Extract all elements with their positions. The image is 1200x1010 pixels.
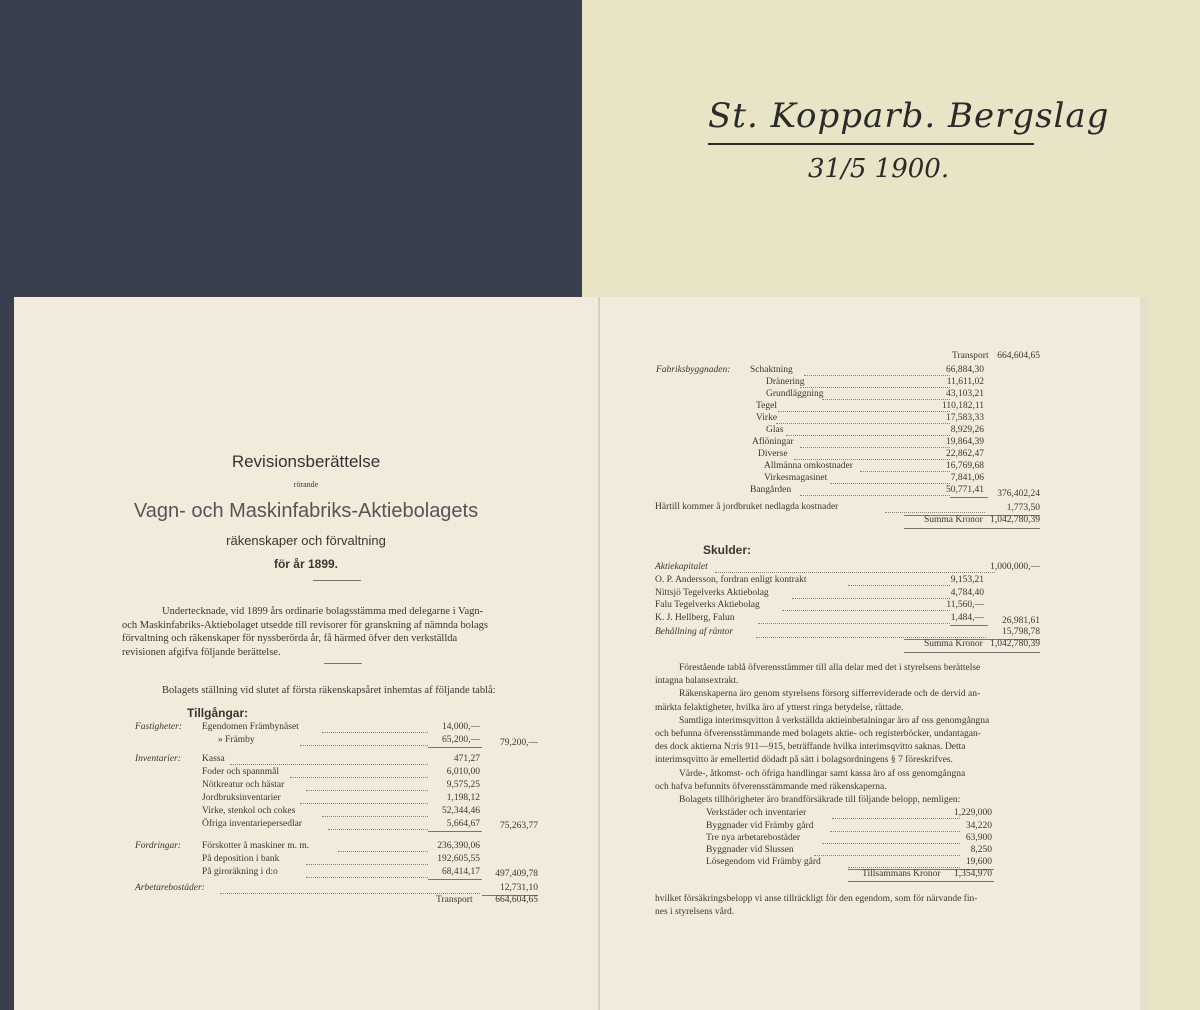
insurance-item: Byggnader vid Främby gård [706, 821, 814, 831]
debt-item: O. P. Andersson, fordran enligt kontrakt [655, 575, 807, 585]
debt-total: 15,798,78 [1002, 627, 1040, 637]
asset-category: Arbetarebostäder: [135, 883, 205, 893]
fabrik-item: Schaktning [750, 365, 793, 375]
paragraph-line: Förestående tablå öfverensstämmer till alla delar med det i styrelsens berättelse [679, 663, 981, 673]
asset-item: Förskotter å maskiner m. m. [202, 841, 310, 851]
fabrik-value: 110,182,11 [941, 401, 984, 411]
asset-subtotal: 79,200,— [500, 738, 538, 748]
fabrik-item: Allmänna omkostnader [764, 461, 853, 471]
intro-line: revisionen afgifva följande berättelse. [122, 646, 281, 658]
sum-rule [950, 497, 988, 498]
leader-dots [822, 835, 960, 844]
leader-dots [832, 810, 960, 819]
asset-item: Kassa [202, 754, 225, 764]
insurance-total-value: 1,354,970 [954, 869, 992, 879]
fabrik-value: 50,771,41 [946, 485, 984, 495]
asset-value: 236,390,06 [437, 841, 480, 851]
asset-category: Inventarier: [135, 754, 181, 764]
report-title: Revisionsberättelse [231, 452, 381, 471]
leader-dots [776, 415, 950, 424]
jordbruk-line: Härtill kommer å jordbruket nedlagda kostnader [655, 502, 839, 512]
asset-subtotal: 497,409,78 [495, 869, 538, 879]
intro-line: förvaltning och räkenskaper för nyssberörda år, få härmed öfver den verkställda [122, 633, 458, 644]
asset-value: 9,575,25 [446, 780, 480, 790]
leader-dots [778, 403, 950, 412]
debts-summa-label: Summa Kronor [924, 639, 983, 649]
asset-value: 192,605,55 [437, 854, 480, 864]
paragraph-line: des dock aktierna N:ris 911—915, beträffande hvilka interimsqvitto saknas. Detta [655, 742, 966, 753]
report-subject: räkenskaper och förvaltning [226, 533, 386, 548]
insurance-item: Verkstäder och inventarier [706, 808, 807, 818]
asset-item: Nötkreatur och hästar [202, 780, 285, 790]
fabrik-value: 16,769,68 [946, 461, 984, 471]
sum-rule [904, 528, 1040, 529]
asset-category: Fordringar: [135, 841, 182, 851]
page-spine [598, 297, 600, 1010]
asset-value: 68,414,17 [442, 867, 480, 877]
debt-value: 4,784,40 [950, 588, 984, 598]
debt-total: 26,981,61 [1002, 616, 1040, 626]
asset-subtotal: 12,731,10 [500, 883, 538, 893]
report-year: för år 1899. [273, 557, 339, 571]
leader-dots [300, 795, 428, 804]
paragraph-line: Räkenskaperna äro genom styrelsens försorg sifferreviderade och de dervid an- [679, 689, 981, 700]
leader-dots [800, 379, 950, 388]
closing-paragraph [655, 893, 977, 919]
fabrik-item: Bangården [750, 485, 792, 495]
asset-category: Fastigheter: [135, 722, 182, 732]
asset-item: På giroräkning i d:o [202, 867, 278, 877]
sum-rule [848, 881, 994, 882]
asset-value: 471,27 [453, 754, 480, 764]
position-line: Bolagets ställning vid slutet af första räkenskapsåret inhemtas af följande tablå: [162, 685, 496, 696]
fabrik-item: Dränering [766, 377, 805, 387]
summa-label: Summa Kronor [924, 515, 983, 525]
asset-item: På deposition i bank [202, 854, 280, 864]
insurance-item: Byggnader vid Slussen [706, 845, 794, 855]
paragraph-line: Värde-, åtkomst- och öfriga handlingar samt kassa äro af oss genomgångna [679, 768, 966, 779]
divider [313, 580, 361, 581]
fabrik-value: 11,611,02 [946, 377, 984, 387]
leader-dots [782, 602, 950, 611]
leader-dots [220, 885, 480, 894]
fabrik-value: 8,929,26 [950, 425, 984, 435]
asset-value: 52,344,46 [442, 806, 480, 816]
leader-dots [822, 391, 950, 400]
debt-value: 9,153,21 [950, 575, 984, 585]
fabrik-item: Grundläggning [766, 389, 824, 399]
sum-rule [950, 625, 988, 626]
handwritten-date: 31/5 1900. [808, 154, 950, 184]
jordbruk-value: 1,773,50 [1006, 503, 1040, 513]
asset-value: 5,664,67 [446, 819, 480, 829]
insurance-value: 8,250 [970, 845, 992, 855]
leader-dots [814, 847, 960, 856]
leader-dots [830, 475, 950, 484]
transport-value: 664,604,65 [495, 895, 538, 905]
company-name: Vagn- och Maskinfabriks-Aktiebolagets [133, 500, 479, 522]
fabrik-value: 17,583,33 [946, 413, 984, 423]
fabrik-item: Virke [756, 413, 778, 423]
fabrik-value: 43,103,21 [946, 389, 984, 399]
asset-subtotal: 75,263,77 [500, 821, 538, 831]
debt-item: Falu Tegelverks Aktiebolag [655, 600, 760, 610]
fabrik-value: 7,841,06 [950, 473, 984, 483]
asset-value: 1,198,12 [446, 793, 480, 803]
leader-dots [306, 856, 428, 865]
insurance-value: 19,600 [965, 857, 992, 867]
intro-paragraph [122, 605, 488, 659]
asset-value: 14,000,— [442, 722, 480, 732]
asset-item: Foder och spannmål [202, 767, 280, 777]
transport-value: 664,604,65 [997, 351, 1040, 361]
fabrik-value: 22,862,47 [946, 449, 984, 459]
insurance-item: Tre nya arbetarebostäder [706, 833, 801, 843]
transport-label: Transport [436, 895, 473, 905]
debts-summa-value: 1,042,780,39 [990, 639, 1040, 649]
handwritten-underline [708, 143, 1034, 145]
debts-heading: Skulder: [703, 543, 752, 557]
paragraph-line: märkta felaktigheter, hvilka äro af ytterst ringa betydelse, rättade. [655, 702, 904, 713]
fabrik-item: Virkesmagasinet [764, 473, 828, 483]
debt-value: 1,484,— [950, 613, 984, 623]
sum-rule [904, 652, 1040, 653]
leader-dots [786, 427, 950, 436]
leader-dots [306, 782, 428, 791]
paragraph-line: intagna balansextrakt. [655, 676, 739, 687]
leader-dots [794, 451, 950, 460]
paragraph-line: Samtliga interimsqvitton å verkställda aktieinbetalningar äro af oss genomgångna [679, 715, 990, 726]
leader-dots [804, 367, 950, 376]
leader-dots [230, 756, 428, 765]
audit-paragraph [655, 662, 989, 807]
insurance-value: 34,220 [965, 821, 992, 831]
fabrik-item: Diverse [758, 449, 788, 459]
insurance-value: 1,229,000 [954, 808, 992, 818]
debt-item: Behållning af räntor [655, 627, 734, 637]
intro-line: och Maskinfabriks-Aktiebolaget utsedde till revisorer för granskning af nämnda bolags [122, 619, 488, 631]
leader-dots [300, 737, 428, 746]
asset-value: 65,200,— [442, 735, 480, 745]
debt-item: Nittsjö Tegelverks Aktiebolag [655, 588, 769, 598]
debt-item: Aktiekapitalet [655, 562, 708, 572]
intro-line: Undertecknade, vid 1899 års ordinarie bolagsstämma med delegarne i Vagn- [162, 606, 484, 617]
fabrik-item: Tegel [756, 401, 777, 411]
leader-dots [758, 615, 950, 624]
asset-value: 6,010,00 [446, 767, 480, 777]
leader-dots [756, 629, 986, 638]
leader-dots [800, 487, 950, 496]
summa-value: 1,042,780,39 [990, 515, 1040, 525]
insurance-total-label: Tillsammans Kronor [862, 869, 941, 879]
fabrik-value: 19,864,39 [946, 437, 984, 447]
asset-item: Egendomen Främbynäset [202, 722, 299, 732]
leader-dots [800, 439, 950, 448]
paragraph-line: och befunna öfverensstämmande med bolagets aktie- och registerböcker, undantagan- [655, 729, 981, 740]
debt-total: 1,000,000,— [990, 562, 1040, 572]
assets-heading: Tillgångar: [187, 706, 249, 720]
leader-dots [306, 869, 428, 878]
asset-item: Jordbruksinventarier [202, 793, 281, 803]
fabrik-item: Glas [766, 425, 784, 435]
leader-dots [885, 504, 985, 513]
leader-dots [792, 590, 950, 599]
report-subtitle-small: rörande [293, 480, 319, 489]
closing-line: hvilket försäkringsbelopp vi anse tillräckligt för den egendom, som för närvande fin- [655, 894, 978, 904]
debt-item: K. J. Hellberg, Falun [655, 613, 735, 623]
fabrik-total: 376,402,24 [997, 489, 1040, 499]
handwritten-title: St. Kopparb. Bergslag [708, 96, 1110, 136]
divider [324, 663, 362, 664]
insurance-item: Lösegendom vid Främby gård [706, 857, 821, 867]
asset-item: » Främby [218, 735, 255, 745]
fabrik-item: Aflöningar [752, 437, 794, 447]
paragraph-line: och hafva befunnits öfverensstämmande med räkenskaperna. [655, 781, 887, 792]
transport-label: Transport [952, 351, 989, 361]
fabrik-value: 66,884,30 [946, 365, 984, 375]
asset-item: Öfriga inventariepersedlar [202, 819, 302, 829]
debt-value: 11,560,— [946, 600, 984, 610]
sum-rule [428, 879, 482, 880]
paragraph-line: interimsqvitto är emellertid dödadt på sätt i bolagsordningens § 7 föreskrifves. [655, 755, 953, 766]
closing-line: nes i styrelsens vård. [655, 907, 735, 918]
sum-rule [428, 831, 482, 832]
asset-item: Virke, stenkol och cokes [202, 806, 296, 816]
paragraph-line: Bolagets tillhörigheter äro brandförsäkrade till följande belopp, nemligen: [679, 795, 961, 806]
leader-dots [290, 769, 428, 778]
leader-dots [715, 564, 995, 573]
leader-dots [830, 823, 960, 832]
insurance-value: 63,900 [965, 833, 992, 843]
fabrik-label: Fabriksbyggnaden: [656, 365, 731, 375]
